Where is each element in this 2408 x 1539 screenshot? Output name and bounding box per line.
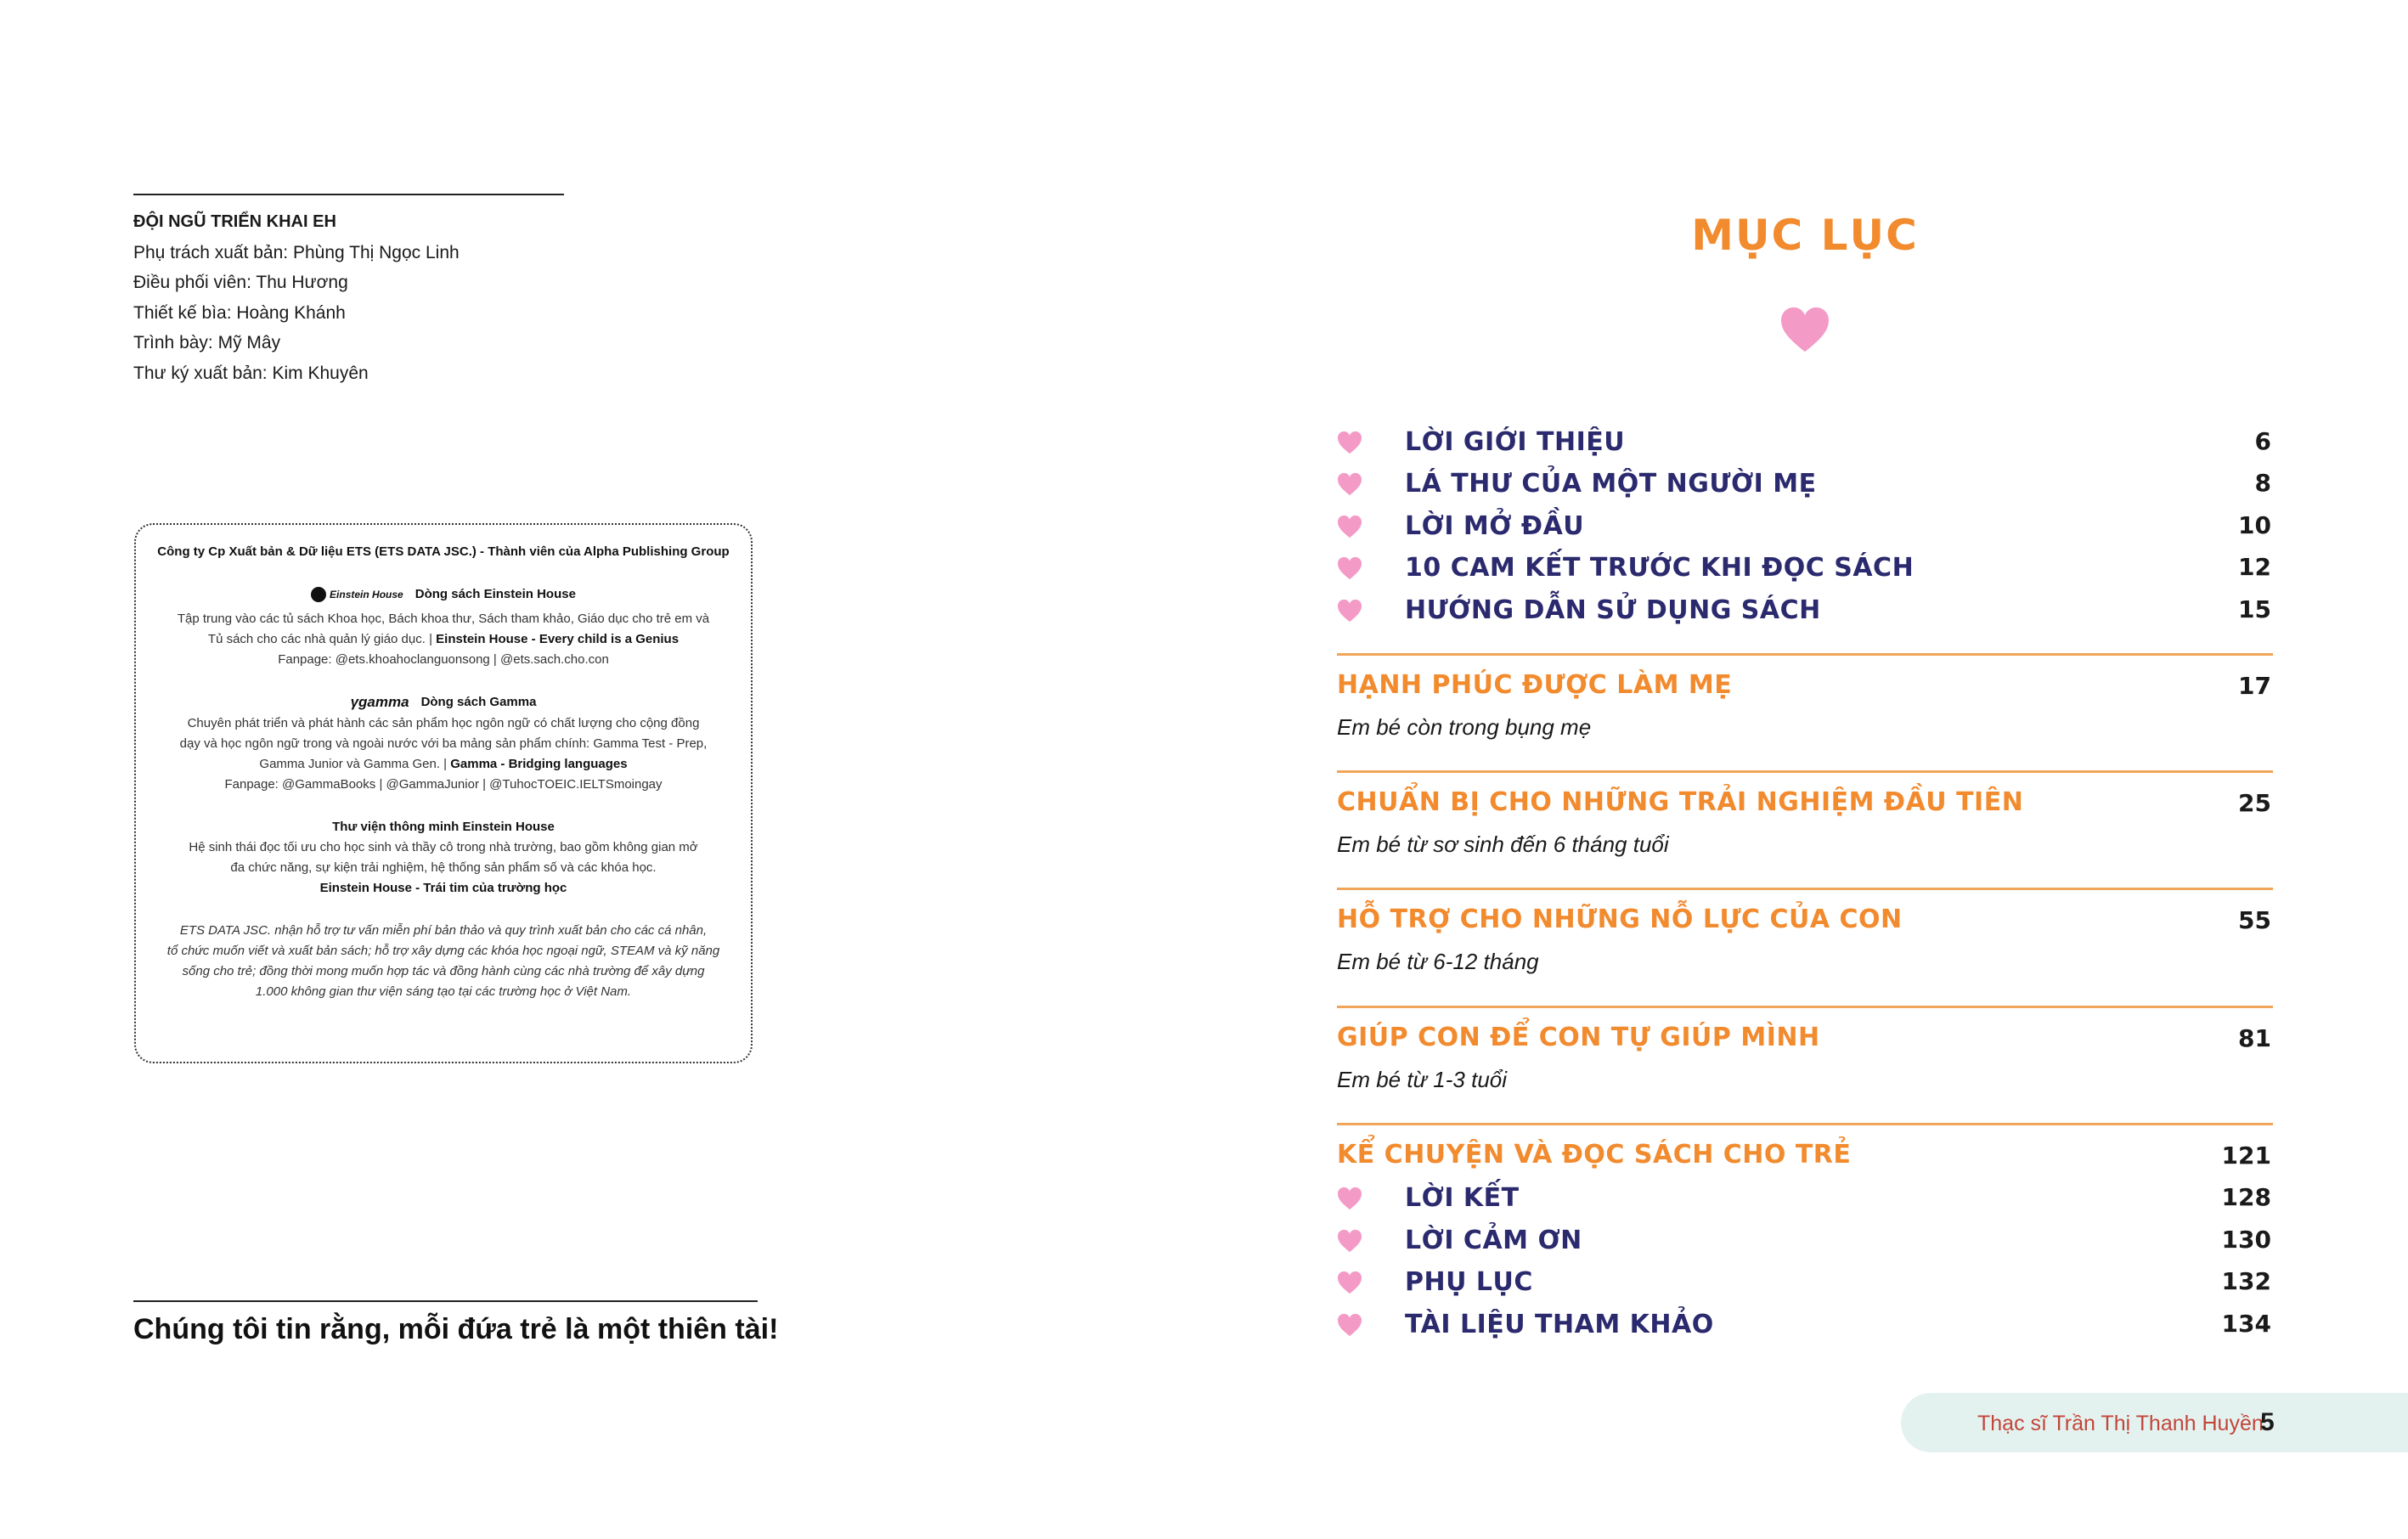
toc-entry-label: LỜI GIỚI THIỆU — [1405, 427, 1626, 457]
chapter-divider — [1337, 770, 2273, 773]
heart-icon — [1779, 306, 1830, 353]
toc-chapter[interactable] — [1337, 888, 2273, 974]
chapter-title: HỖ TRỢ CHO NHỮNG NỖ LỰC CỦA CON — [1337, 905, 1903, 934]
chapter-title: KỂ CHUYỆN VÀ ĐỌC SÁCH CHO TRẺ — [1337, 1140, 1852, 1170]
gamma-desc-2: dạy và học ngôn ngữ trong và ngoài nước với ba mảng sản phẩm chính: Gamma Test - Prep, — [179, 736, 708, 751]
library-desc-2: đa chức năng, sự kiện trải nghiệm, hệ thống sản phẩm số và các khóa học. — [230, 860, 657, 875]
toc-entry-page: 10 — [2238, 511, 2271, 539]
heart-icon — [1337, 431, 1362, 454]
toc-entry[interactable] — [1337, 1226, 2271, 1260]
toc-entry-label: LỜI KẾT — [1405, 1183, 1520, 1213]
einstein-tagline: Einstein House - Every child is a Genius — [436, 632, 680, 646]
gamma-brand: Dòng sách Gamma — [420, 695, 537, 709]
toc-entry-label: 10 CAM KẾT TRƯỚC KHI ĐỌC SÁCH — [1405, 553, 1915, 583]
toc-entry-label: TÀI LIỆU THAM KHẢO — [1405, 1310, 1714, 1339]
publisher-note — [151, 921, 736, 1002]
gamma-desc-3: Gamma Junior và Gamma Gen. | Gamma - Bridging languages — [259, 757, 628, 771]
page-number: 5 — [2260, 1408, 2275, 1436]
heart-icon — [1337, 556, 1362, 580]
chapter-divider — [1337, 1006, 2273, 1008]
toc-entry-page: 130 — [2221, 1226, 2271, 1254]
chapter-subtitle: Em bé còn trong bụng mẹ — [1337, 714, 1592, 740]
toc-entry[interactable] — [1337, 511, 2271, 545]
toc-chapter[interactable] — [1337, 770, 2273, 857]
library-title: Thư viện thông minh Einstein House — [332, 820, 555, 834]
library-tagline: Einstein House - Trái tim của trường học — [319, 881, 567, 895]
einstein-section — [151, 584, 736, 670]
gamma-tagline: Gamma - Bridging languages — [450, 757, 628, 771]
gamma-logo: γgamma — [350, 694, 409, 710]
credit-line: Điều phối viên: Thu Hương — [133, 273, 348, 292]
heart-icon — [1337, 599, 1362, 623]
toc-title: MỤC LỤC — [1691, 211, 1919, 260]
heart-icon — [1337, 472, 1362, 496]
heart-icon — [1337, 515, 1362, 538]
gamma-fanpage: Fanpage: @GammaBooks | @GammaJunior | @TuhocTOEIC.IELTSmoingay — [224, 777, 663, 792]
chapter-subtitle: Em bé từ 1-3 tuổi — [1337, 1067, 1508, 1092]
credit-line: Thiết kế bìa: Hoàng Khánh — [133, 302, 346, 323]
gamma-section — [151, 692, 736, 795]
note-line: tổ chức muốn viết và xuất bản sách; hỗ trợ xây dựng các khóa học ngoại ngữ, STEAM và kỹ năng — [166, 944, 720, 958]
team-divider — [133, 194, 564, 195]
chapter-divider — [1337, 1123, 2273, 1125]
credit-line: Phụ trách xuất bản: Phùng Thị Ngọc Linh — [133, 242, 460, 262]
toc-entry-page: 6 — [2254, 427, 2271, 455]
heart-icon — [1337, 1187, 1362, 1210]
heart-icon — [1337, 1313, 1362, 1337]
chapter-title: HẠNH PHÚC ĐƯỢC LÀM MẸ — [1337, 670, 1733, 700]
heart-icon — [1337, 1271, 1362, 1294]
einstein-desc-2: Tủ sách cho các nhà quản lý giáo dục. | Einstein House - Every child is a Genius — [207, 632, 680, 646]
einstein-desc: Tập trung vào các tủ sách Khoa học, Bách khoa thư, Sách tham khảo, Giáo dục cho trẻ em và — [177, 612, 710, 626]
note-line: 1.000 không gian thư viện sáng tạo tại các trường học ở Việt Nam. — [255, 984, 632, 999]
slogan-divider — [133, 1300, 758, 1302]
chapter-page: 121 — [2221, 1142, 2271, 1170]
toc-entry-page: 12 — [2238, 553, 2271, 581]
einstein-house-logo: Einstein House — [311, 584, 403, 605]
library-desc: Hệ sinh thái đọc tối ưu cho học sinh và thầy cô trong nhà trường, bao gồm không gian mở — [189, 840, 698, 854]
toc-entry[interactable] — [1337, 427, 2271, 461]
toc-chapter[interactable] — [1337, 1123, 2273, 1170]
credit-line: Trình bày: Mỹ Mây — [133, 333, 281, 352]
chapter-title: GIÚP CON ĐỂ CON TỰ GIÚP MÌNH — [1337, 1023, 1820, 1052]
publisher-company: Công ty Cp Xuất bản & Dữ liệu ETS (ETS DATA JSC.) - Thành viên của Alpha Publishing Group — [157, 544, 730, 559]
note-line: ETS DATA JSC. nhận hỗ trợ tư vấn miễn phí bản thảo và quy trình xuất bản cho các cá nhân, — [179, 923, 708, 938]
chapter-divider — [1337, 653, 2273, 656]
toc-entry-page: 8 — [2254, 469, 2271, 497]
chapter-page: 17 — [2238, 672, 2271, 700]
chapter-title: CHUẨN BỊ CHO NHỮNG TRẢI NGHIỆM ĐẦU TIÊN — [1337, 787, 2024, 817]
toc-entry-page: 134 — [2221, 1310, 2271, 1338]
toc-entry-label: PHỤ LỤC — [1405, 1267, 1533, 1297]
toc-entry-label: HƯỚNG DẪN SỬ DỤNG SÁCH — [1405, 595, 1821, 625]
toc-entry-page: 128 — [2221, 1183, 2271, 1211]
toc-chapter[interactable] — [1337, 1006, 2273, 1092]
einstein-brand: Dòng sách Einstein House — [414, 587, 576, 601]
footer-author: Thạc sĩ Trần Thị Thanh Huyền — [1977, 1412, 2264, 1435]
heart-icon — [1337, 1229, 1362, 1253]
chapter-page: 55 — [2238, 906, 2271, 934]
toc-entry[interactable] — [1337, 595, 2271, 629]
chapter-divider — [1337, 888, 2273, 890]
toc-chapter[interactable] — [1337, 653, 2273, 740]
team-credits — [133, 207, 609, 388]
note-line: sống cho trẻ; đồng thời mong muốn hợp tác và đồng hành cùng các nhà trường để xây dựng — [182, 964, 705, 978]
toc-entry[interactable] — [1337, 1183, 2271, 1217]
chapter-page: 81 — [2238, 1024, 2271, 1052]
toc-entry[interactable] — [1337, 1267, 2271, 1301]
credit-line: Thư ký xuất bản: Kim Khuyên — [133, 363, 369, 383]
toc-entry-page: 132 — [2221, 1267, 2271, 1295]
einstein-head-icon — [311, 587, 326, 602]
toc-entry[interactable] — [1337, 1310, 2271, 1344]
toc-entry-label: LÁ THƯ CỦA MỘT NGƯỜI MẸ — [1405, 469, 1817, 499]
library-section — [151, 817, 736, 899]
toc-entry-label: LỜI MỞ ĐẦU — [1405, 511, 1585, 541]
toc-entry-page: 15 — [2238, 595, 2271, 623]
toc-entry[interactable] — [1337, 469, 2271, 503]
toc-entry[interactable] — [1337, 553, 2271, 587]
publisher-info-box — [134, 523, 753, 1063]
chapter-subtitle: Em bé từ sơ sinh đến 6 tháng tuổi — [1337, 832, 1669, 857]
toc-entry-label: LỜI CẢM ƠN — [1405, 1226, 1582, 1255]
chapter-subtitle: Em bé từ 6-12 tháng — [1337, 949, 1539, 974]
gamma-desc: Chuyên phát triển và phát hành các sản phẩm học ngôn ngữ có chất lượng cho cộng đồng — [187, 716, 700, 730]
team-heading: ĐỘI NGŨ TRIỂN KHAI EH — [133, 212, 336, 231]
slogan: Chúng tôi tin rằng, mỗi đứa trẻ là một thiên tài! — [133, 1313, 779, 1345]
einstein-fanpage: Fanpage: @ets.khoahoclanguonsong | @ets.sach.cho.con — [278, 652, 609, 667]
chapter-page: 25 — [2238, 789, 2271, 817]
